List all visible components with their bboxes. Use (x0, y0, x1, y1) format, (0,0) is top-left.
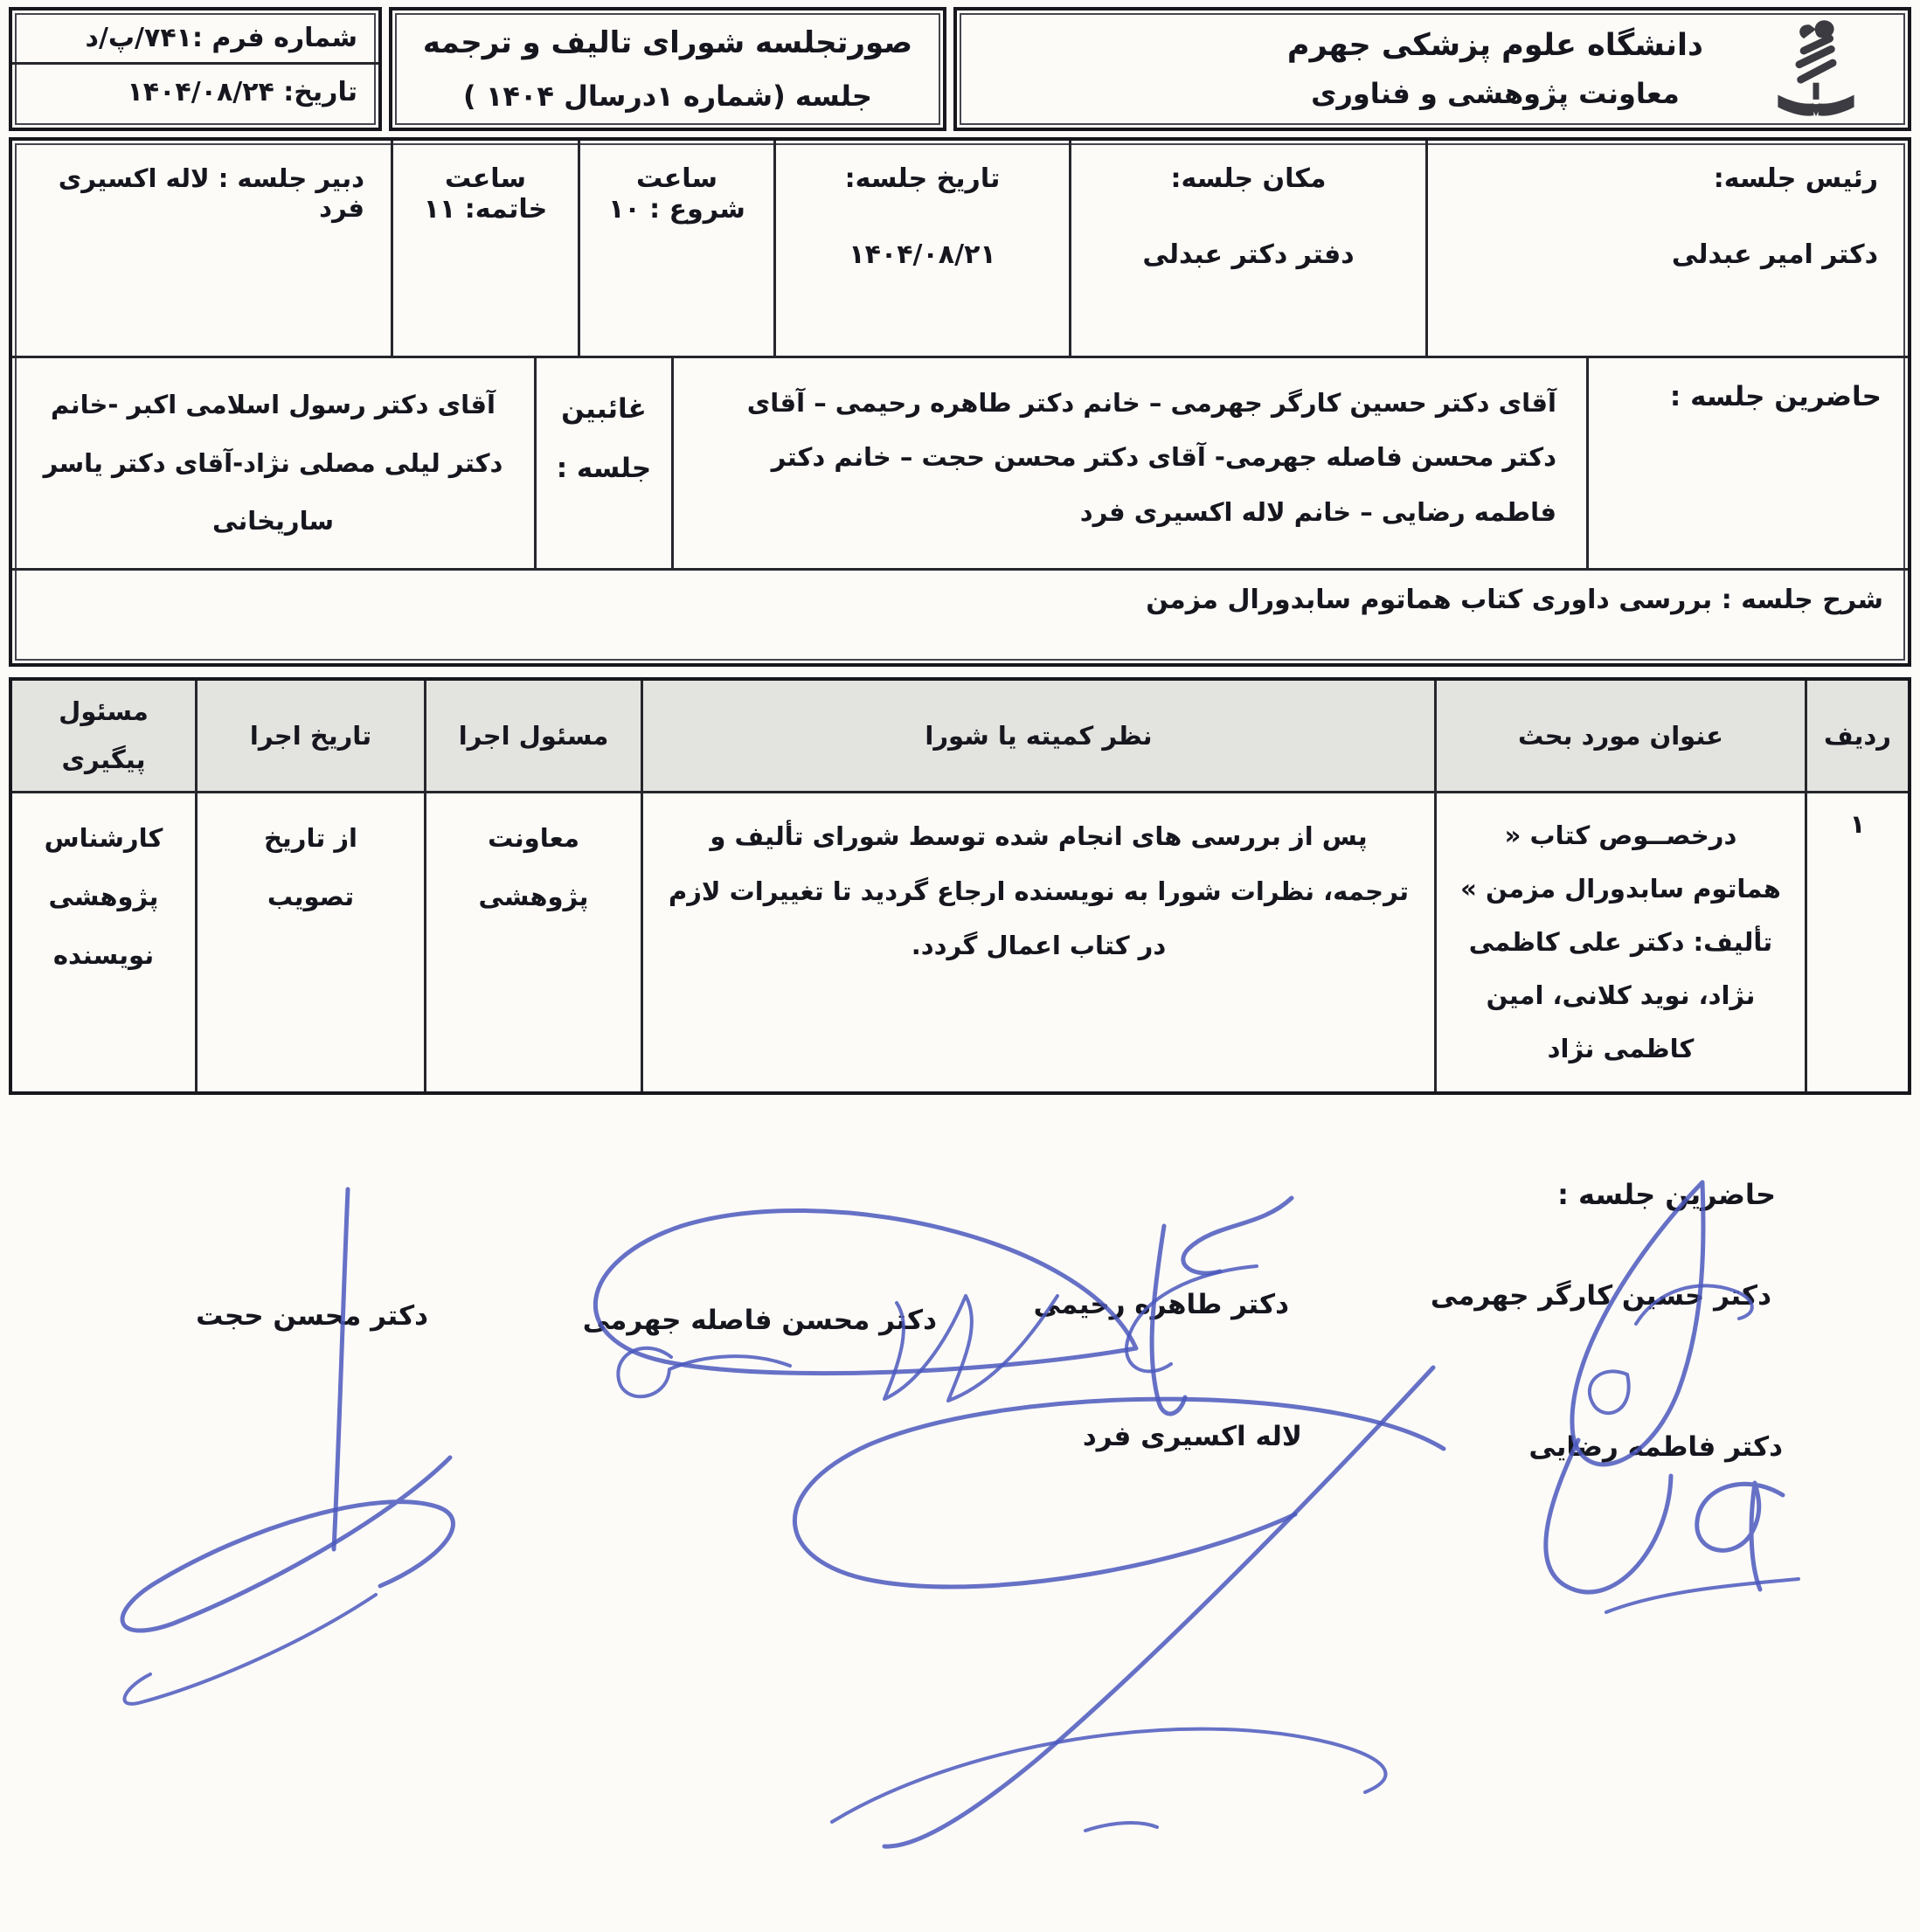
signature-ink-hojjat (122, 1189, 453, 1704)
deputy-name: معاونت پژوهشی و فناوری (1311, 77, 1680, 110)
header-band (9, 7, 1911, 131)
header-executor: مسئول اجرا (424, 681, 641, 791)
signatures-section (0, 1095, 1920, 1932)
signature-name-rahimi: دکتر طاهره رحیمی (1033, 1288, 1289, 1320)
row-opinion: پس از بررسی های انجام شده توسط شورای تألیف و ترجمه، نظرات شورا به نویسنده ارجاع گردید تا تغییرات لازم در کتاب اعمال گردد. (641, 793, 1434, 1091)
secretary-cell: دبیر جلسه : لاله اکسیری فرد (58, 163, 364, 223)
row-executor: معاونت پژوهشی (424, 793, 641, 1091)
signature-name-rezaei: دکتر فاطمه رضایی (1528, 1430, 1783, 1463)
session-number: جلسه (شماره ۱درسال ۱۴۰۴ ) (463, 80, 872, 113)
signature-name-faseleh-jahromi: دکتر محسن فاصله جهرمی (582, 1304, 937, 1336)
table-header-row (12, 681, 1908, 793)
present-label: حاضرین جلسه : (1586, 358, 1908, 568)
present-names: آقای دکتر حسین کارگر جهرمی – خانم دکتر طاهره رحیمی – آقای دکتر محسن فاصله جهرمی- آقای دکتر محسن حجت – خانم دکتر فاطمه رضایی – خانم لاله اکسیری فرد (671, 358, 1586, 568)
table-row (12, 793, 1908, 1091)
document-title-box (389, 7, 946, 131)
signature-name-hojjat: دکتر محسن حجت (196, 1299, 428, 1332)
row-follow-up: کارشناس پژوهشی نویسنده (44, 823, 163, 970)
meeting-date-label: تاریخ جلسه: (844, 163, 1001, 194)
start-time-cell: ساعت شروع : ۱۰ (578, 141, 773, 356)
absent-label: غائبین جلسه : (534, 358, 671, 568)
end-time-cell: ساعت خاتمه: ۱۱ (391, 141, 578, 356)
location-cell (1069, 141, 1425, 356)
meeting-description: شرح جلسه : بررسی داوری کتاب هماتوم سابدورال مزمن (12, 568, 1908, 663)
location-value: دفتر دکتر عبدلی (1142, 239, 1355, 270)
location-label: مکان جلسه: (1170, 163, 1327, 194)
chair-cell (1425, 141, 1908, 356)
header-row-no: ردیف (1805, 681, 1908, 791)
form-number: شماره فرم :۷۴۱/پ/د (12, 10, 378, 65)
university-name: دانشگاه علوم پزشکی جهرم (1286, 28, 1703, 63)
absent-names: آقای دکتر رسول اسلامی اکبر -خانم دکتر لیلی مصلی نژاد-آقای دکتر یاسر ساریخانی (43, 390, 503, 537)
meeting-date-cell (773, 141, 1069, 356)
row-topic: درخصــوص کتاب « هماتوم سابدورال مزمن » تألیف: دکتر علی کاظمی نژاد، نوید کلانی، امین کاظمی نژاد (1434, 793, 1805, 1091)
handwritten-signatures (0, 1095, 1920, 1932)
row-number: ۱ (1805, 793, 1908, 1091)
signatures-title: حاضرین جلسه : (1557, 1177, 1776, 1211)
resolutions-table (9, 677, 1911, 1095)
meeting-date-value: ۱۴۰۴/۰۸/۲۱ (849, 239, 996, 270)
university-titles (1287, 28, 1703, 110)
chair-label: رئیس جلسه: (1713, 163, 1878, 194)
header-exec-date: تاریخ اجرا (195, 681, 424, 791)
form-date: تاریخ: ۱۴۰۴/۰۸/۲۴ (127, 77, 357, 107)
signature-ink-rezaei (1606, 1483, 1799, 1612)
chair-value: دکتر امیر عبدلی (1671, 239, 1878, 270)
attendance-row (12, 356, 1908, 568)
meeting-info-row (12, 141, 1908, 356)
signature-name-kargar-jahromi: دکتر حسین کارگر جهرمی (1430, 1279, 1771, 1312)
university-logo-icon (1764, 16, 1868, 122)
header-follow-up: مسئول پیگیری (59, 696, 149, 775)
header-opinion: نظر کمیته یا شورا (641, 681, 1434, 791)
row-exec-date: از تاریخ تصویب (195, 793, 424, 1091)
document-title: صورتجلسه شورای تالیف و ترجمه (422, 25, 913, 60)
form-meta-box (9, 7, 382, 131)
signature-ink-kargar-jahromi (1546, 1182, 1752, 1592)
meeting-info-frame (9, 137, 1911, 667)
signature-name-oksiri-fard: لاله اکسیری فرد (1082, 1420, 1302, 1452)
university-header-box (953, 7, 1911, 131)
header-topic: عنوان مورد بحث (1434, 681, 1805, 791)
